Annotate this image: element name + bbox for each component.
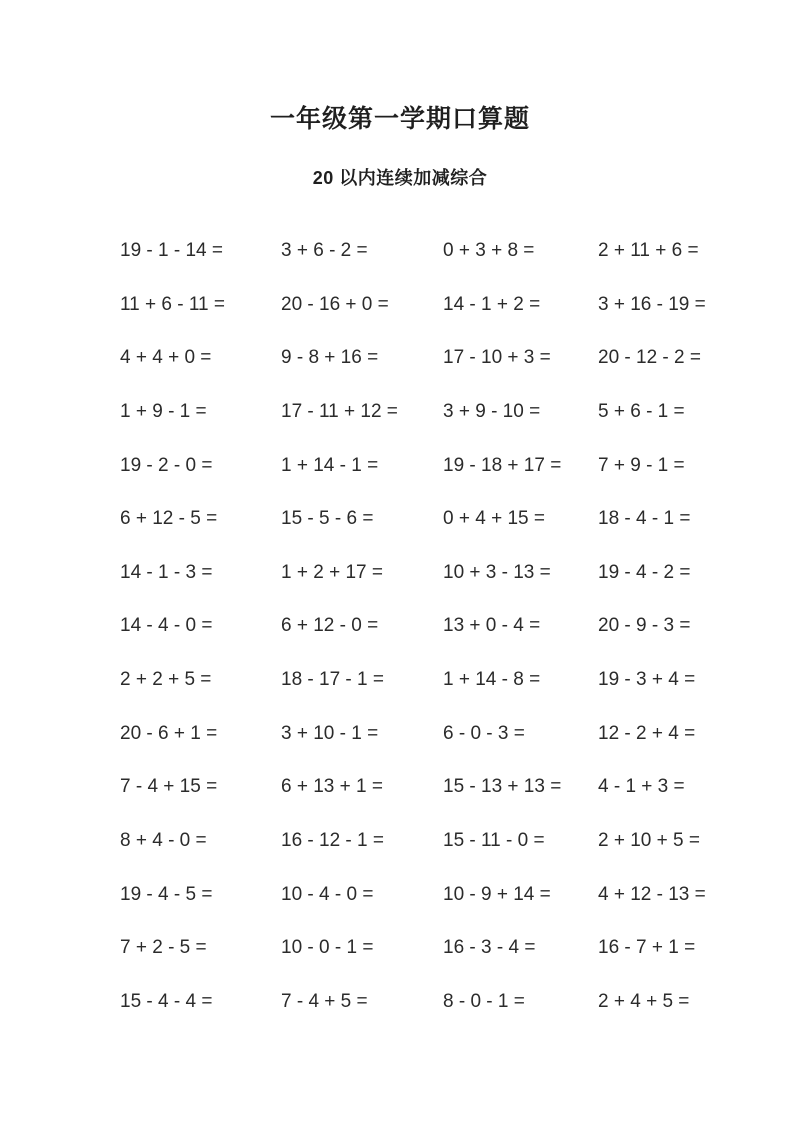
math-problem: 7 - 4 + 15 = <box>120 776 218 798</box>
math-problem: 16 - 3 - 4 = <box>443 937 536 959</box>
math-problem: 3 + 9 - 10 = <box>443 400 541 422</box>
math-problem: 7 + 9 - 1 = <box>598 454 685 476</box>
math-problem: 2 + 11 + 6 = <box>598 240 699 261</box>
math-problem: 12 - 2 + 4 = <box>598 722 696 744</box>
math-problem: 6 + 12 - 0 = <box>281 615 379 637</box>
math-problem: 6 + 13 + 1 = <box>281 776 383 798</box>
math-problem: 15 - 11 - 0 = <box>443 830 545 852</box>
page-subtitle: 20 以内连续加减综合 <box>312 168 488 188</box>
math-problem: 14 - 1 - 3 = <box>120 561 213 583</box>
math-problem: 16 - 7 + 1 = <box>598 937 696 959</box>
math-problem: 7 + 2 - 5 = <box>120 937 207 959</box>
math-problem: 20 - 6 + 1 = <box>120 722 218 744</box>
math-problem: 19 - 4 - 2 = <box>598 561 691 583</box>
math-problem: 10 - 0 - 1 = <box>281 937 374 959</box>
math-problem: 1 + 14 - 8 = <box>443 669 541 691</box>
math-problem: 10 - 9 + 14 = <box>443 883 551 905</box>
math-problem: 19 - 4 - 5 = <box>120 883 213 905</box>
page-title: 一年级第一学期口算题 <box>269 105 530 133</box>
math-problem: 15 - 4 - 4 = <box>120 990 213 1012</box>
math-problem: 10 - 4 - 0 = <box>281 883 374 905</box>
math-problem: 18 - 17 - 1 = <box>281 669 384 691</box>
math-problem: 3 + 10 - 1 = <box>281 722 379 744</box>
math-problem: 20 - 16 + 0 = <box>281 293 389 315</box>
problem-grid <box>120 241 748 1046</box>
math-problem: 19 - 2 - 0 = <box>120 454 213 476</box>
math-problem: 6 - 0 - 3 = <box>443 722 525 744</box>
math-problem: 4 + 4 + 0 = <box>120 347 212 369</box>
math-problem: 20 - 12 - 2 = <box>598 347 701 369</box>
math-problem: 5 + 6 - 1 = <box>598 400 685 422</box>
math-problem: 8 - 0 - 1 = <box>443 990 525 1012</box>
math-problem: 14 - 4 - 0 = <box>120 615 213 637</box>
math-problem: 6 + 12 - 5 = <box>120 508 218 530</box>
math-problem: 1 + 2 + 17 = <box>281 561 383 583</box>
math-problem: 13 + 0 - 4 = <box>443 615 541 637</box>
math-problem: 3 + 6 - 2 = <box>281 240 368 261</box>
math-problem: 19 - 1 - 14 = <box>120 240 223 261</box>
math-problem: 7 - 4 + 5 = <box>281 990 368 1012</box>
math-problem: 2 + 2 + 5 = <box>120 669 212 691</box>
math-problem: 4 - 1 + 3 = <box>598 776 685 798</box>
math-problem: 11 + 6 - 11 = <box>120 293 225 315</box>
math-problem: 2 + 4 + 5 = <box>598 990 690 1012</box>
math-problem: 14 - 1 + 2 = <box>443 293 541 315</box>
math-problem: 18 - 4 - 1 = <box>598 508 691 530</box>
math-problem: 1 + 14 - 1 = <box>281 454 379 476</box>
math-problem: 20 - 9 - 3 = <box>598 615 691 637</box>
math-problem: 3 + 16 - 19 = <box>598 293 706 315</box>
math-problem: 19 - 18 + 17 = <box>443 454 562 476</box>
math-problem: 19 - 3 + 4 = <box>598 669 696 691</box>
math-problem: 4 + 12 - 13 = <box>598 883 706 905</box>
math-problem: 15 - 5 - 6 = <box>281 508 374 530</box>
math-problem: 17 - 10 + 3 = <box>443 347 551 369</box>
math-problem: 2 + 10 + 5 = <box>598 830 700 852</box>
math-problem: 17 - 11 + 12 = <box>281 400 398 422</box>
math-problem: 8 + 4 - 0 = <box>120 830 207 852</box>
math-problem: 16 - 12 - 1 = <box>281 830 384 852</box>
math-problem: 0 + 4 + 15 = <box>443 508 545 530</box>
math-problem: 0 + 3 + 8 = <box>443 240 535 261</box>
math-problem: 15 - 13 + 13 = <box>443 776 562 798</box>
math-problem: 9 - 8 + 16 = <box>281 347 379 369</box>
math-problem: 1 + 9 - 1 = <box>120 400 207 422</box>
math-problem: 10 + 3 - 13 = <box>443 561 551 583</box>
